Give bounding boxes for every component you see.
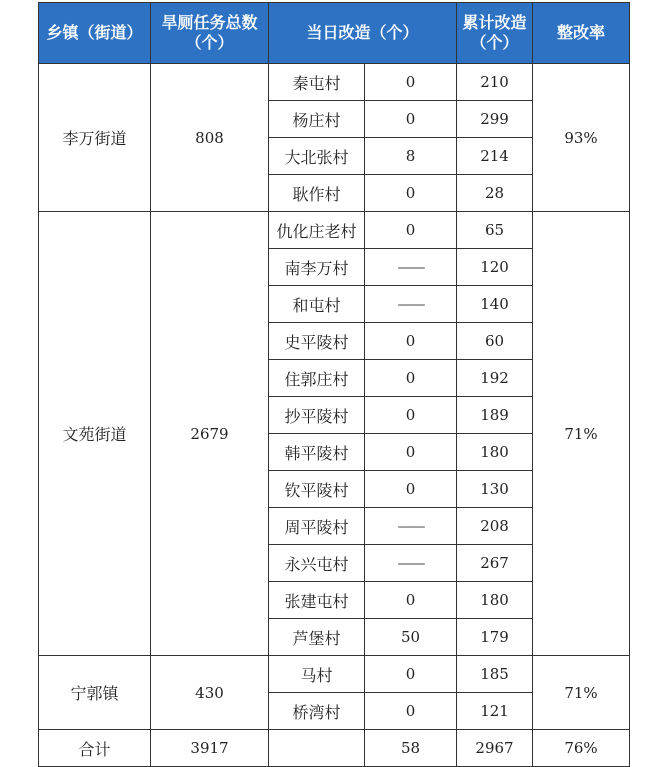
village-name-cell: 芦堡村 xyxy=(269,619,365,656)
header-rate: 整改率 xyxy=(533,3,630,64)
cumulative-cell: 267 xyxy=(457,545,533,582)
header-task-line1: 旱厕任务总数 xyxy=(161,13,258,32)
rate-cell: 71% xyxy=(533,212,630,656)
table-body xyxy=(39,64,630,767)
header-cumulative xyxy=(457,3,533,64)
header-row xyxy=(39,3,630,64)
header-daily: 当日改造（个） xyxy=(269,3,457,64)
task-total-cell: 808 xyxy=(151,64,269,212)
cumulative-cell: 210 xyxy=(457,64,533,101)
cumulative-cell: 179 xyxy=(457,619,533,656)
daily-cell: 0 xyxy=(365,175,457,212)
table-row xyxy=(39,212,630,249)
daily-cell: 0 xyxy=(365,693,457,730)
rate-cell: 71% xyxy=(533,656,630,730)
daily-cell: 0 xyxy=(365,397,457,434)
village-name-cell: 杨庄村 xyxy=(269,101,365,138)
renovation-table xyxy=(38,2,630,767)
village-name-cell: 住郭庄村 xyxy=(269,360,365,397)
daily-cell: 8 xyxy=(365,138,457,175)
village-name-cell: 马村 xyxy=(269,656,365,693)
daily-cell: 0 xyxy=(365,360,457,397)
daily-cell: 0 xyxy=(365,64,457,101)
cumulative-cell: 121 xyxy=(457,693,533,730)
village-name-cell: 秦屯村 xyxy=(269,64,365,101)
village-name-cell: 史平陵村 xyxy=(269,323,365,360)
cumulative-cell: 299 xyxy=(457,101,533,138)
cumulative-cell: 180 xyxy=(457,434,533,471)
table-row xyxy=(39,64,630,101)
village-name-cell: 钦平陵村 xyxy=(269,471,365,508)
daily-cell: 50 xyxy=(365,619,457,656)
cumulative-cell: 185 xyxy=(457,656,533,693)
header-cum-line2: （个） xyxy=(470,33,519,52)
cumulative-cell: 130 xyxy=(457,471,533,508)
cumulative-cell: 28 xyxy=(457,175,533,212)
cumulative-cell: 60 xyxy=(457,323,533,360)
village-name-cell: 抄平陵村 xyxy=(269,397,365,434)
total-label-cell: 合计 xyxy=(39,730,151,767)
daily-cell: 0 xyxy=(365,471,457,508)
daily-cell: 0 xyxy=(365,434,457,471)
header-task-line2: （个） xyxy=(185,33,234,52)
village-name-cell: 韩平陵村 xyxy=(269,434,365,471)
village-name-cell: 耿作村 xyxy=(269,175,365,212)
village-name-cell: 大北张村 xyxy=(269,138,365,175)
village-name-cell: 周平陵村 xyxy=(269,508,365,545)
daily-cell: 0 xyxy=(365,212,457,249)
village-name-cell: 张建屯村 xyxy=(269,582,365,619)
cumulative-cell: 208 xyxy=(457,508,533,545)
daily-cell: —— xyxy=(365,545,457,582)
daily-cell: 0 xyxy=(365,101,457,138)
table-row xyxy=(39,656,630,693)
task-total-cell: 430 xyxy=(151,656,269,730)
cumulative-cell: 65 xyxy=(457,212,533,249)
daily-cell: 0 xyxy=(365,656,457,693)
total-daily-cell: 58 xyxy=(365,730,457,767)
village-name-cell: 和屯村 xyxy=(269,286,365,323)
town-cell: 李万街道 xyxy=(39,64,151,212)
total-cumulative-cell: 2967 xyxy=(457,730,533,767)
task-total-cell: 2679 xyxy=(151,212,269,656)
header-task-total xyxy=(151,3,269,64)
rate-cell: 93% xyxy=(533,64,630,212)
town-cell: 文苑街道 xyxy=(39,212,151,656)
cumulative-cell: 214 xyxy=(457,138,533,175)
cumulative-cell: 192 xyxy=(457,360,533,397)
village-name-cell: 南李万村 xyxy=(269,249,365,286)
village-name-cell: 仇化庄老村 xyxy=(269,212,365,249)
daily-cell: —— xyxy=(365,249,457,286)
cumulative-cell: 180 xyxy=(457,582,533,619)
daily-cell: —— xyxy=(365,286,457,323)
header-cum-line1: 累计改造 xyxy=(462,13,527,32)
daily-cell: 0 xyxy=(365,582,457,619)
total-rate-cell: 76% xyxy=(533,730,630,767)
total-empty-cell xyxy=(269,730,365,767)
village-name-cell: 永兴屯村 xyxy=(269,545,365,582)
cumulative-cell: 189 xyxy=(457,397,533,434)
cumulative-cell: 120 xyxy=(457,249,533,286)
daily-cell: —— xyxy=(365,508,457,545)
village-name-cell: 桥湾村 xyxy=(269,693,365,730)
daily-cell: 0 xyxy=(365,323,457,360)
header-town: 乡镇（街道） xyxy=(39,3,151,64)
total-row xyxy=(39,730,630,767)
total-task-cell: 3917 xyxy=(151,730,269,767)
cumulative-cell: 140 xyxy=(457,286,533,323)
town-cell: 宁郭镇 xyxy=(39,656,151,730)
